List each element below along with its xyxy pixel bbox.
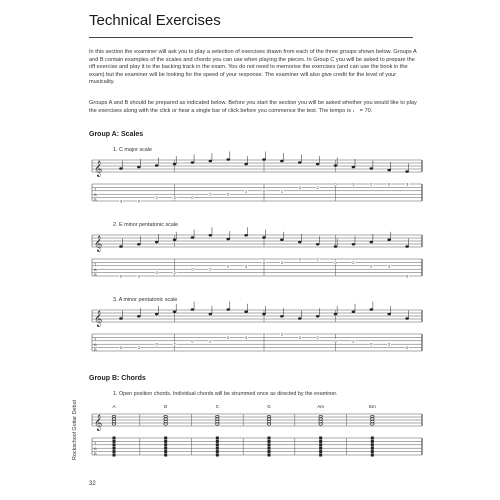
chord-name: C [215,404,219,409]
tab-chord-mark [268,450,271,453]
treble-clef-icon: 𝄞 [94,161,103,177]
tab-chord-mark [319,437,322,440]
note-head [387,169,391,172]
tab-clef-label: B [94,197,97,202]
tab-clef-label: A [94,192,97,197]
exercise-3-label: 3. A minor pentatonic scale [113,297,178,303]
note-head [262,158,266,161]
note-head [226,158,230,161]
chord-note-head [267,420,271,422]
tab-chord-mark [216,437,219,440]
note-head [298,161,302,164]
tab-chord-mark [319,443,322,446]
note-head [316,315,320,318]
note-head [209,160,213,163]
tab-chord-mark [113,443,116,446]
treble-clef-icon: 𝄞 [94,236,103,252]
tab-chord-mark [268,443,271,446]
tab-number: 2 [173,270,176,276]
chord-note-head [112,420,116,422]
tab-number: 0 [119,345,123,351]
tab-chord-mark [216,443,219,446]
intro-paragraph-1: In this section the examiner will ask you to play a selection of exercises drawn from each of the three groups shown below. Groups A and B contain examples of the scales and chords you can use when playing the pieces. In Group C you will be asked to prepare the riff exercise and play it to the backing track in the exam. You do not need to memorise the exercises (and can use the book in the exam) but the examiner will be looking for the speed of your response. The examiner will also give credit for the level of your musicality. [89,49,417,86]
tab-clef-label: A [94,446,97,451]
tab-chord-mark [113,454,116,457]
note-head [387,313,391,316]
tab-chord-mark [216,447,219,450]
tab-number: 0 [334,338,337,344]
exercise-2-label: 2. E minor pentatonic scale [113,222,179,228]
tab-chord-mark [268,454,271,457]
tab-number: 0 [298,256,301,262]
tab-chord-mark [113,440,116,443]
chord-name: G [267,404,271,409]
note-head [244,234,248,237]
tab-chord-mark [164,450,167,453]
tab-clef-label: B [94,451,97,456]
exercise-1-notation [92,156,422,206]
tab-chord-mark [216,450,219,453]
tab-chord-mark [371,450,374,453]
tab-chord-mark [164,447,167,450]
note-head [173,163,177,166]
tab-chord-mark [164,437,167,440]
note-head [369,308,373,311]
tab-number: 3 [245,263,248,269]
note-head [369,241,373,244]
tab-chord-mark [164,440,167,443]
tab-chord-mark [319,454,322,457]
tab-number: 0 [405,345,409,351]
title-rule [89,37,413,38]
chord-name: A [112,404,116,409]
tab-number: 2 [209,266,212,272]
exercise-1-label: 1. C major scale [113,147,152,153]
tab-number: 3 [137,273,140,279]
chord-name: Am [317,404,325,409]
tab-clef-label: B [94,272,97,277]
tab-number: 0 [334,181,337,187]
tab-number: 0 [191,195,194,201]
tab-chord-mark [164,443,167,446]
note-head [209,313,213,316]
tab-number: 0 [227,191,230,197]
tab-number: 3 [405,181,409,187]
note-head [334,164,338,167]
tab-chord-mark [371,437,374,440]
tab-number: 2 [352,259,355,265]
tab-chord-mark [268,447,271,450]
note-head [226,308,230,311]
tab-number: 3 [388,263,391,269]
chord-name: Em [368,404,376,409]
tab-chord-mark [268,437,271,440]
note-head [173,310,177,313]
note-head [298,241,302,244]
note-head [316,243,320,246]
tab-number: 0 [119,273,123,279]
note-head [334,313,338,316]
tab-number: 0 [155,270,158,276]
note-head [405,317,409,320]
tab-number: 0 [370,263,373,269]
note-head [262,313,266,316]
tab-number: 0 [262,188,266,194]
note-head [191,236,195,239]
tab-number: 1 [245,188,248,194]
tab-number: 3 [137,345,140,351]
note-head [352,166,356,169]
intro-paragraph-2: Groups A and B should be prepared as indicated below. Before you start the section you will be asked whether you would like to play the exercises along with the click or hear a single bar of click before you commence the test. The tempo is ♩ = 70. [89,100,417,114]
note-head [316,163,320,166]
tab-number: 3 [388,341,391,347]
tab-clef-label: A [94,267,97,272]
tab-number: 0 [155,341,158,347]
tab-number: 0 [298,334,301,340]
chord-note-head [112,415,116,417]
tab-number: 0 [227,263,230,269]
chord-note-head [267,415,271,417]
tab-number: 0 [334,259,337,265]
note-head [226,238,230,241]
tab-clef-label: T [94,441,97,446]
tab-number: 0 [298,184,301,190]
tab-number: 2 [209,338,212,344]
note-head [173,238,177,241]
tab-chord-mark [371,440,374,443]
chord-name: D [164,404,168,409]
note-head [352,310,356,313]
note-head [155,313,159,316]
tab-number: 0 [191,266,194,272]
note-head [405,170,409,173]
tab-chord-mark [216,454,219,457]
tab-number: 2 [352,338,355,344]
tab-chord-mark [371,454,374,457]
chord-note-head [164,420,168,422]
note-head [262,236,266,239]
note-head [209,234,213,237]
note-head [137,315,141,318]
note-head [244,310,248,313]
tab-number: 0 [227,334,230,340]
tab-number: 0 [191,338,194,344]
tab-chord-mark [113,450,116,453]
tab-clef-label: T [94,187,97,192]
tab-clef-label: B [94,347,97,352]
tab-number: 2 [316,334,319,340]
chord-note-head [319,420,323,422]
exercise-3-notation [92,306,422,356]
note-head [119,167,123,170]
treble-clef-icon: 𝄞 [94,415,103,431]
tab-number: 3 [173,195,176,201]
note-head [119,245,123,248]
note-head [280,315,284,318]
tab-clef-label: T [94,337,97,342]
tab-number: 0 [137,198,140,204]
tab-number: 0 [370,341,373,347]
group-a-heading: Group A: Scales [89,131,144,138]
note-head [155,241,159,244]
tab-clef-label: A [94,342,97,347]
page-number: 32 [89,481,96,487]
tab-number: 0 [262,331,266,337]
tab-chord-mark [319,450,322,453]
tab-chord-mark [371,447,374,450]
chord-note-head [371,420,375,422]
note-head [137,166,141,169]
chords-notation [92,400,422,462]
tab-number: 2 [173,341,176,347]
tab-number: 2 [316,256,319,262]
note-head [334,245,338,248]
tab-number: 3 [280,331,283,337]
chord-note-head [371,415,375,417]
group-b-heading: Group B: Chords [89,375,146,382]
note-head [191,308,195,311]
chord-note-head [164,415,168,417]
tab-clef-label: T [94,262,97,267]
tab-number: 1 [280,188,283,194]
tab-chord-mark [113,437,116,440]
note-head [137,243,141,246]
chord-note-head [216,415,220,417]
chords-exercise-label: 1. Open position chords. Individual chords will be strummed once as directed by the examiner. [113,391,338,397]
note-head [405,245,409,248]
tab-number: 2 [316,184,319,190]
tab-chord-mark [319,440,322,443]
page-title: Technical Exercises [89,12,221,29]
tab-number: 2 [370,181,373,187]
tab-number: 3 [280,259,283,265]
note-head [352,243,356,246]
note-head [369,167,373,170]
exercise-2-notation [92,231,422,281]
note-head [119,317,123,320]
tab-chord-mark [268,440,271,443]
tab-chord-mark [216,440,219,443]
tab-number: 3 [119,198,123,204]
chord-note-head [216,420,220,422]
tab-chord-mark [113,447,116,450]
treble-clef-icon: 𝄞 [94,311,103,327]
note-head [155,164,159,167]
side-label: Rockschool Guitar Debut [72,400,78,460]
tab-chord-mark [164,454,167,457]
tab-number: 3 [245,334,248,340]
note-head [280,160,284,163]
note-head [298,317,302,320]
note-head [244,163,248,166]
tab-number: 2 [155,195,158,201]
note-head [387,238,391,241]
tab-chord-mark [371,443,374,446]
chord-note-head [319,415,323,417]
note-head [191,161,195,164]
tab-number: 0 [388,181,391,187]
tab-number: 0 [405,273,409,279]
tab-number: 2 [209,191,212,197]
tab-chord-mark [319,447,322,450]
tab-number: 3 [352,181,355,187]
tab-number: 0 [262,259,266,265]
note-head [280,238,284,241]
